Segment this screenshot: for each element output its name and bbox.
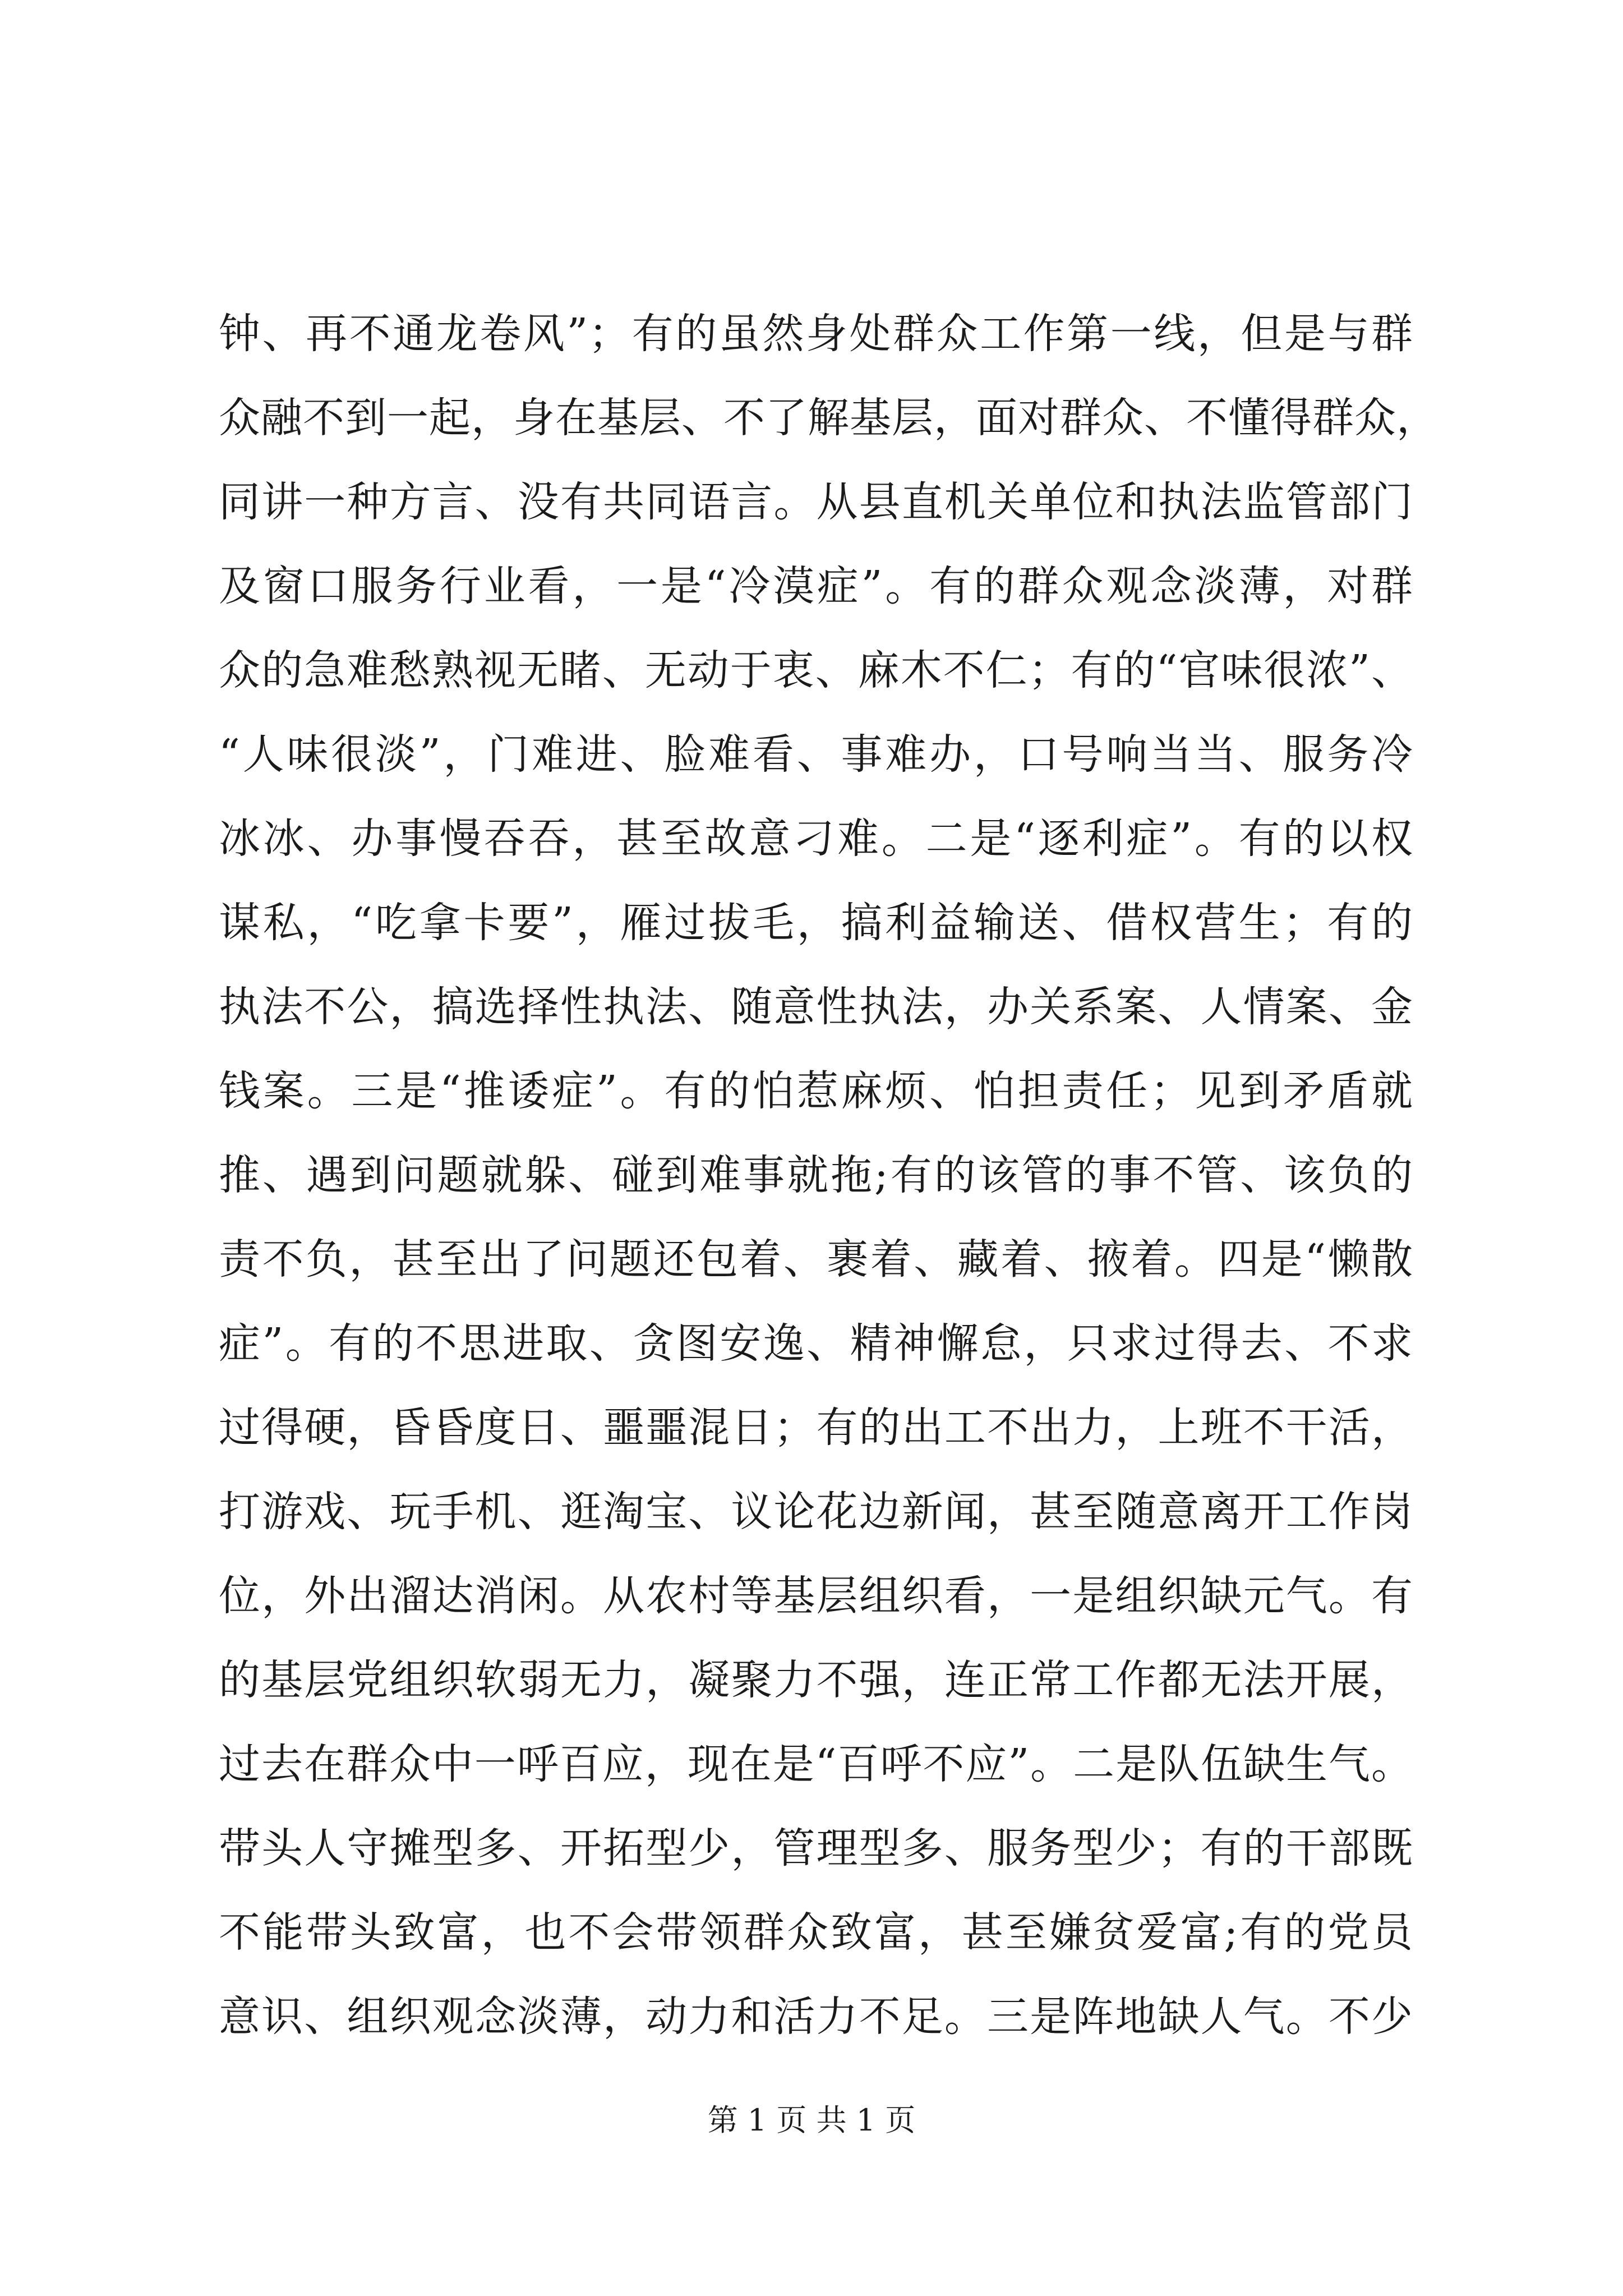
text-line-15: 打游戏、玩手机、逛淘宝、议论花边新闻，甚至随意离开工作岗 <box>219 1488 1413 1536</box>
text-line-10: 钱案。三是“推诿症”。有的怕惹麻烦、怕担责任；见到矛盾就 <box>219 1067 1413 1115</box>
text-line-5: 众的急难愁熟视无睹、无动于衷、麻木不仁；有的“官味很浓”、 <box>219 646 1413 694</box>
page-number-footer: 第 1 页 共 1 页 <box>707 2102 916 2138</box>
text-line-8: 谋私，“吃拿卡要”，雁过拔毛，搞利益输送、借权营生；有的 <box>219 899 1413 947</box>
document-body <box>219 292 1438 2059</box>
text-line-20: 不能带头致富，也不会带领群众致富，甚至嫌贫爱富;有的党员 <box>219 1908 1413 1957</box>
text-line-13: 症”。有的不思进取、贪图安逸、精神懈怠，只求过得去、不求 <box>219 1319 1413 1368</box>
text-line-1: 钟、再不通龙卷风”；有的虽然身处群众工作第一线，但是与群 <box>219 310 1413 358</box>
text-line-11: 推、遇到问题就躲、碰到难事就拖;有的该管的事不管、该负的 <box>219 1151 1413 1199</box>
text-line-18: 过去在群众中一呼百应，现在是“百呼不应”。二是队伍缺生气。 <box>219 1740 1413 1788</box>
text-line-3: 同讲一种方言、没有共同语言。从县直机关单位和执法监管部门 <box>219 478 1413 526</box>
text-line-6: “人味很淡”，门难进、脸难看、事难办，口号响当当、服务冷 <box>219 730 1413 779</box>
text-line-17: 的基层党组织软弱无力，凝聚力不强，连正常工作都无法开展， <box>219 1656 1413 1704</box>
text-line-2: 众融不到一起，身在基层、不了解基层，面对群众、不懂得群众， <box>219 394 1438 442</box>
text-line-7: 冰冰、办事慢吞吞，甚至故意刁难。二是“逐利症”。有的以权 <box>219 815 1413 863</box>
text-line-21: 意识、组织观念淡薄，动力和活力不足。三是阵地缺人气。不少 <box>219 1993 1413 2041</box>
text-line-14: 过得硬，昏昏度日、噩噩混日；有的出工不出力，上班不干活， <box>219 1404 1413 1452</box>
text-line-12: 责不负，甚至出了问题还包着、裹着、藏着、掖着。四是“懒散 <box>219 1235 1413 1283</box>
text-line-19: 带头人守摊型多、开拓型少，管理型多、服务型少；有的干部既 <box>219 1824 1413 1872</box>
text-line-16: 位，外出溜达消闲。从农村等基层组织看，一是组织缺元气。有 <box>219 1572 1413 1620</box>
text-line-4: 及窗口服务行业看，一是“冷漠症”。有的群众观念淡薄，对群 <box>219 562 1413 610</box>
text-line-9: 执法不公，搞选择性执法、随意性执法，办关系案、人情案、金 <box>219 983 1413 1031</box>
